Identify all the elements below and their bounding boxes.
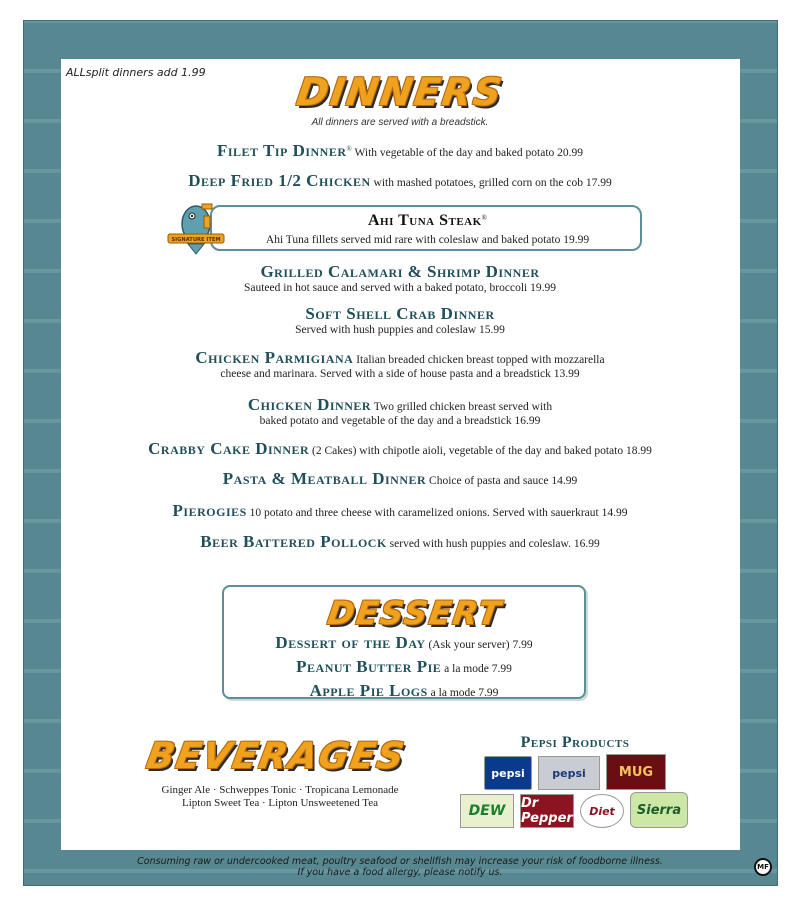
item-desc: Two grilled chicken breast served with [373, 401, 553, 413]
item-name: Filet Tip Dinner [216, 140, 347, 160]
beverages-banner: BEVERAGES [143, 736, 409, 777]
item-name: Crabby Cake Dinner [148, 439, 310, 458]
item-name: Soft Shell Crab Dinner [305, 304, 495, 323]
item-desc: Choice of pasta and sauce 14.99 [429, 475, 578, 487]
item-desc: a la mode 7.99 [430, 687, 499, 699]
menu-item-pierogies [80, 501, 720, 520]
item-name: Deep Fried 1/2 Chicken [188, 171, 371, 190]
item-name: Chicken Dinner [247, 395, 372, 414]
item-desc: a la mode 7.99 [444, 663, 512, 675]
menu-item-beer-battered-pollock [80, 532, 720, 551]
pepsi-products-heading [470, 734, 680, 752]
item-desc: Sauteed in hot sauce and served with a baked potato, broccoli 19.99 [243, 282, 556, 294]
dessert-banner: DESSERT [325, 594, 505, 632]
item-desc: With vegetable of the day and baked potato 20.99 [354, 146, 584, 159]
item-desc: served with hush puppies and coleslaw. 16.99 [389, 538, 600, 550]
dessert-item [222, 632, 586, 656]
item-name: Pasta & Meatball Dinner [222, 469, 427, 488]
dinners-banner: DINNERS [293, 70, 507, 114]
split-dinner-note: ALLsplit dinners add 1.99 [66, 66, 206, 79]
item-name: Ahi Tuna Steak [367, 211, 482, 229]
item-desc: Ahi Tuna fillets served mid rare with coleslaw and baked potato 19.99 [265, 233, 590, 246]
dinners-subtitle: All dinners are served with a breadstick. [311, 117, 489, 128]
item-name: Pierogies [172, 501, 247, 520]
mountain-dew-logo: DEW [460, 794, 514, 828]
dessert-item [222, 680, 586, 704]
beverage-line: Ginger Ale · Schweppes Tonic · Tropicana Lemonade [161, 784, 399, 796]
menu-item-pasta-meatball [80, 469, 720, 488]
registered-mark: ® [481, 214, 487, 222]
item-name: Dessert of the Day [275, 633, 426, 652]
menu-item-chicken-dinner [80, 395, 720, 428]
menu-item-crabby-cake [80, 439, 720, 458]
food-safety-disclaimer [80, 856, 720, 878]
dessert-list [222, 632, 586, 704]
menu-item-filet-tip [80, 142, 720, 160]
pepsi-logo: pepsi [484, 756, 532, 790]
dessert-item [222, 656, 586, 680]
item-desc: Served with hush puppies and coleslaw 15.99 [295, 324, 505, 336]
menu-item-ahi-tuna [215, 209, 640, 249]
mf-badge-icon: MF [754, 858, 772, 876]
item-desc: with mashed potatoes, grilled corn on the cob 17.99 [373, 177, 612, 189]
item-name: Apple Pie Logs [309, 681, 428, 700]
menu-item-chicken-parmigiana [80, 348, 720, 381]
menu-item-deep-fried-chicken [80, 171, 720, 190]
item-name: Chicken Parmigiana [195, 348, 354, 367]
dr-pepper-logo: Dr Pepper [521, 796, 573, 826]
registered-mark: ® [346, 145, 352, 153]
item-desc: (Ask your server) 7.99 [428, 639, 533, 651]
disclaimer-line: Consuming raw or undercooked meat, poultry seafood or shellfish may increase your risk of foodborne illness. [137, 856, 663, 867]
diet-dr-pepper-logo: Diet [580, 794, 624, 828]
item-desc: (2 Cakes) with chipotle aioli, vegetable of the day and baked potato 18.99 [312, 445, 652, 457]
menu-item-soft-shell-crab [80, 304, 720, 337]
pepsi-products-title: Pepsi Products [520, 734, 630, 751]
disclaimer-line: If you have a food allergy, please notify us. [297, 867, 503, 878]
item-name: Grilled Calamari & Shrimp Dinner [260, 262, 540, 281]
beverage-list [120, 784, 440, 810]
diet-pepsi-logo: pepsi [538, 756, 600, 790]
item-desc: 10 potato and three cheese with caramelized onions. Served with sauerkraut 14.99 [249, 507, 628, 519]
signature-badge-text: SIGNATURE ITEM [171, 237, 221, 243]
item-desc: Italian breaded chicken breast topped with mozzarella [356, 354, 605, 366]
menu-item-calamari-shrimp [80, 262, 720, 295]
item-name: Peanut Butter Pie [296, 657, 442, 676]
beverage-line: Lipton Sweet Tea · Lipton Unsweetened Tea [182, 797, 378, 809]
item-desc-continued: baked potato and vegetable of the day and a breadstick 16.99 [259, 415, 541, 427]
item-name: Beer Battered Pollock [200, 532, 387, 551]
item-desc-continued: cheese and marinara. Served with a side of house pasta and a breadstick 13.99 [220, 368, 580, 380]
sierra-mist-logo: Sierra [630, 792, 688, 828]
mug-root-beer-logo: MUG [606, 754, 666, 790]
